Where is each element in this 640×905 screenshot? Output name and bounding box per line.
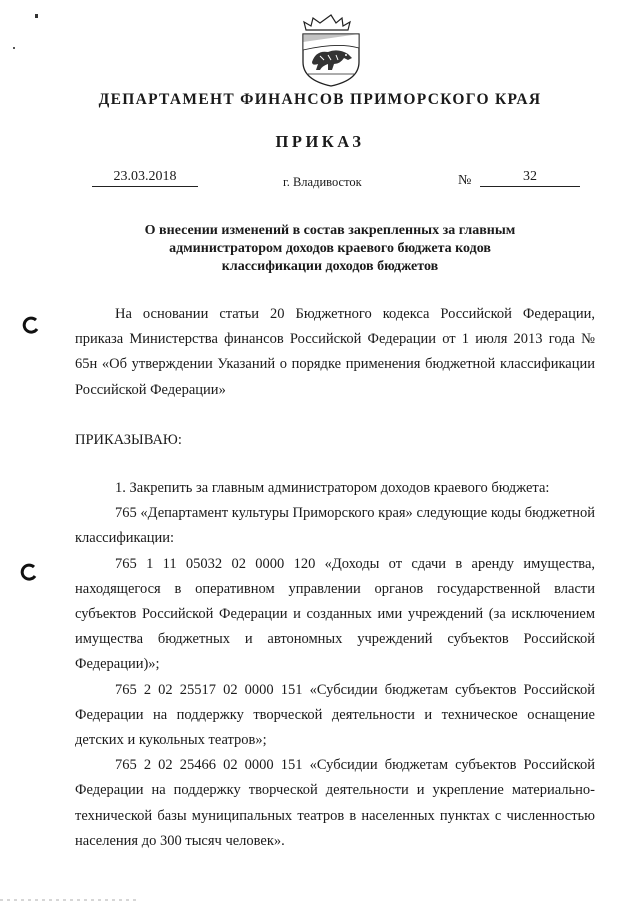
basis-paragraph xyxy=(75,302,595,403)
subject-line: классификации доходов бюджетов xyxy=(221,259,439,274)
subject-line: О внесении изменений в состав закрепленных за главным xyxy=(144,223,516,238)
order-subject xyxy=(120,222,540,276)
number-label: № xyxy=(458,173,472,188)
order-city: г. Владивосток xyxy=(283,175,362,189)
scan-edge-noise xyxy=(0,899,140,901)
coat-of-arms-icon xyxy=(298,12,364,88)
order-date: 23.03.2018 xyxy=(92,169,198,187)
order-items xyxy=(75,476,595,854)
subject-line: администратором доходов краевого бюджета кодов xyxy=(169,241,491,256)
scan-speck xyxy=(35,14,38,18)
order-item: 765 2 02 25517 02 0000 151 «Субсидии бюджетам субъектов Российской Федерации на поддержку творческой деятельности и техническое оснащение детских и кукольных театров»; xyxy=(75,681,595,749)
order-item: 765 1 11 05032 02 0000 120 «Доходы от сдачи в аренду имущества, находящегося в оперативном управлении органов государственной власти субъектов Российской Федерации и созданных ими учреждений (за исключением имущества бюджетных и автономных учреждений субъектов Российской Федерации)»; xyxy=(75,555,595,673)
order-item: 1. Закрепить за главным администратором доходов краевого бюджета: xyxy=(115,480,550,496)
department-title: ДЕПАРТАМЕНТ ФИНАНСОВ ПРИМОРСКОГО КРАЯ xyxy=(98,91,542,108)
orders-heading: ПРИКАЗЫВАЮ: xyxy=(75,432,182,448)
punch-hole-icon xyxy=(22,316,40,334)
scan-speck xyxy=(13,47,15,49)
document-type-title: ПРИКАЗ xyxy=(275,132,365,151)
basis-text: На основании статьи 20 Бюджетного кодекса Российской Федерации, приказа Министерства финансов Российской Федерации от 1 июля 2013 года № 65н «Об утверждении Указаний о порядке применения бюджетной классификации Российской Федерации» xyxy=(75,306,595,398)
order-number: 32 xyxy=(480,169,580,187)
punch-hole-icon xyxy=(20,563,38,581)
order-item: 765 2 02 25466 02 0000 151 «Субсидии бюджетам субъектов Российской Федерации на поддержку творческой деятельности и укрепление материально-технической базы муниципальных театров в населенных пунктах с численностью населения до 300 тысяч человек». xyxy=(75,757,595,849)
order-item: 765 «Департамент культуры Приморского края» следующие коды бюджетной классификации: xyxy=(75,505,595,547)
